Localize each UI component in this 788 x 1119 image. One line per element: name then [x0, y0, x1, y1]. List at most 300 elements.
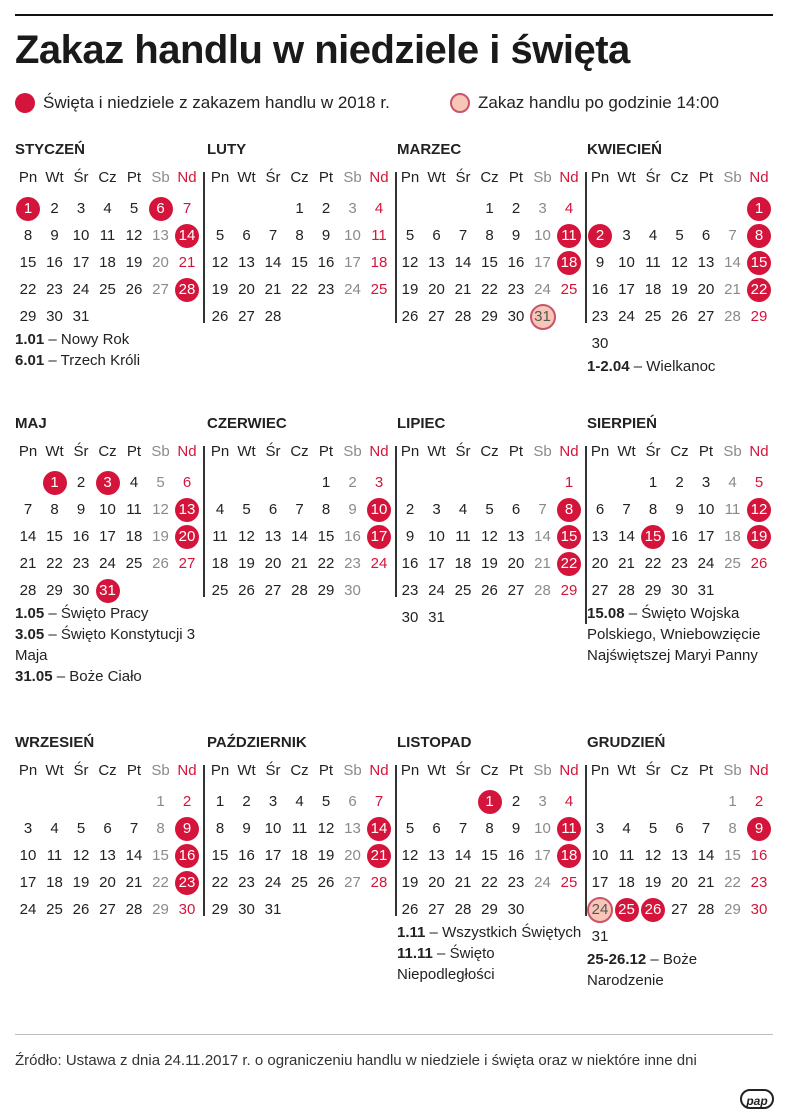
day: 14 — [697, 847, 715, 864]
day: 21 — [291, 555, 308, 572]
weekday-header — [15, 759, 205, 783]
day: 24 — [618, 308, 635, 325]
weekday-label: Wt — [45, 443, 64, 460]
holiday-date: 3.05 — [15, 626, 45, 643]
holiday-date: 1.05 — [15, 605, 45, 622]
day: 14 — [264, 254, 282, 271]
day: 6 — [268, 501, 278, 518]
day: 24 — [344, 281, 361, 298]
weekday-header — [397, 440, 587, 464]
holiday-name: Święto Konstytucji 3 Maja — [15, 626, 196, 664]
day: 8 — [50, 501, 59, 518]
day: 16 — [238, 847, 255, 864]
day: 5 — [675, 227, 684, 244]
day: 15 — [317, 528, 335, 545]
month-block — [397, 140, 587, 325]
day: 6 — [595, 501, 605, 518]
day: 6 — [701, 227, 711, 244]
day: 27 — [591, 582, 609, 599]
day: 24 — [264, 874, 282, 891]
day: 20 — [507, 555, 525, 572]
day: 16 — [507, 254, 525, 271]
day-full-ban: 15 — [747, 251, 771, 275]
day: 27 — [428, 901, 445, 918]
month-block — [397, 733, 587, 918]
weekday-label: Wt — [617, 762, 636, 779]
month-name: LUTY — [207, 141, 247, 158]
holiday-item — [15, 350, 205, 371]
day: 25 — [560, 281, 578, 298]
day: 28 — [697, 901, 715, 918]
partial-ban-dot-icon — [450, 93, 470, 113]
day: 23 — [507, 874, 525, 891]
month-name: GRUDZIEŃ — [587, 734, 666, 751]
holiday-list — [587, 603, 777, 666]
day: 3 — [538, 200, 547, 217]
day: 21 — [534, 555, 551, 572]
day: 20 — [591, 555, 609, 572]
day: 3 — [23, 820, 33, 837]
month-name: CZERWIEC — [207, 415, 287, 432]
day: 4 — [103, 200, 112, 217]
day: 12 — [401, 847, 419, 864]
day-full-ban: 11 — [557, 817, 581, 841]
weekday-header — [587, 166, 777, 190]
day: 4 — [50, 820, 59, 837]
day: 14 — [454, 254, 472, 271]
day: 17 — [534, 847, 551, 864]
day: 11 — [618, 847, 635, 864]
weekday-label: Cz — [670, 443, 689, 460]
day: 1 — [156, 793, 165, 810]
weekday-label: Nd — [559, 443, 579, 460]
day: 29 — [481, 308, 498, 325]
day: 2 — [511, 200, 521, 217]
weekday-label: Pn — [400, 443, 420, 460]
weekday-label: Sb — [723, 762, 742, 779]
day: 1 — [728, 793, 737, 810]
weekday-header — [587, 440, 777, 464]
day: 20 — [344, 847, 361, 864]
day: 10 — [428, 528, 445, 545]
day: 23 — [507, 281, 525, 298]
weekday-label: Sb — [723, 169, 742, 186]
day-full-ban: 18 — [557, 844, 581, 868]
day: 29 — [19, 308, 37, 325]
day: 25 — [291, 874, 308, 891]
day: 30 — [401, 609, 419, 626]
day: 7 — [23, 501, 33, 518]
day: 16 — [46, 254, 63, 271]
day: 3 — [701, 474, 711, 491]
day-full-ban: 16 — [175, 844, 199, 868]
day: 16 — [671, 528, 688, 545]
day: 19 — [152, 528, 169, 545]
day: 20 — [697, 281, 715, 298]
day: 13 — [428, 847, 445, 864]
day-full-ban: 9 — [747, 817, 771, 841]
day: 3 — [76, 200, 86, 217]
day: 22 — [317, 555, 335, 572]
month-name: MARZEC — [397, 141, 462, 158]
day-full-ban: 20 — [175, 525, 199, 549]
day: 7 — [268, 227, 278, 244]
month-name: PAŹDZIERNIK — [207, 734, 307, 751]
day: 8 — [321, 501, 331, 518]
day-full-ban: 26 — [641, 898, 665, 922]
month-block — [207, 733, 397, 918]
holiday-name: Boże Narodzenie — [587, 951, 698, 989]
day: 7 — [458, 820, 468, 837]
day: 7 — [728, 227, 737, 244]
holiday-name: Święto Pracy — [60, 605, 149, 622]
day: 25 — [454, 582, 472, 599]
day: 21 — [454, 281, 472, 298]
day: 10 — [534, 227, 551, 244]
day: 19 — [211, 281, 229, 298]
weekday-header — [15, 440, 205, 464]
day-full-ban: 14 — [175, 224, 199, 248]
day: 13 — [152, 227, 169, 244]
day-full-ban: 14 — [367, 817, 391, 841]
day-full-ban: 22 — [747, 278, 771, 302]
holiday-date: 1-2.04 — [587, 358, 630, 375]
day: 19 — [481, 555, 498, 572]
day: 11 — [455, 528, 471, 545]
day: 23 — [591, 308, 609, 325]
day: 31 — [428, 609, 445, 626]
weekday-label: Pt — [126, 169, 142, 186]
weekday-label: Cz — [480, 443, 499, 460]
day: 1 — [648, 474, 658, 491]
day: 16 — [72, 528, 90, 545]
day: 24 — [534, 874, 551, 891]
day: 13 — [264, 528, 282, 545]
day: 9 — [348, 501, 357, 518]
weekday-label: Nd — [559, 169, 579, 186]
day: 8 — [156, 820, 165, 837]
day: 19 — [238, 555, 255, 572]
day: 5 — [156, 474, 165, 491]
holiday-name: Nowy Rok — [60, 331, 130, 348]
day: 15 — [291, 254, 308, 271]
day: 7 — [295, 501, 304, 518]
day: 22 — [481, 874, 498, 891]
day: 26 — [125, 281, 143, 298]
day: 3 — [348, 200, 357, 217]
weekday-label: Wt — [237, 762, 256, 779]
day: 30 — [507, 308, 525, 325]
weekday-label: Cz — [670, 762, 689, 779]
day: 27 — [344, 874, 361, 891]
day-full-ban: 22 — [557, 552, 581, 576]
day: 8 — [215, 820, 225, 837]
legend-full-label: Święta i niedziele z zakazem handlu w 2018 r. — [43, 93, 390, 112]
day: 29 — [317, 582, 335, 599]
day: 10 — [99, 501, 116, 518]
footer-rule — [15, 1034, 773, 1035]
day: 18 — [370, 254, 388, 271]
weekday-label: Nd — [177, 169, 197, 186]
weekday-label: Pn — [18, 443, 38, 460]
day: 6 — [432, 227, 441, 244]
day-full-ban: 25 — [615, 898, 639, 922]
day: 4 — [728, 474, 737, 491]
day: 26 — [481, 582, 498, 599]
day: 25 — [560, 874, 578, 891]
day: 13 — [671, 847, 688, 864]
day: 31 — [697, 582, 715, 599]
weekday-label: Pn — [210, 169, 230, 186]
day: 23 — [317, 281, 335, 298]
day: 13 — [697, 254, 715, 271]
holiday-item — [587, 356, 777, 377]
day: 30 — [750, 901, 768, 918]
holiday-date: 15.08 — [587, 605, 625, 622]
holiday-name: Święto Niepodległości — [397, 945, 495, 983]
day: 18 — [724, 528, 741, 545]
month-block — [207, 414, 397, 599]
holiday-dash: – — [646, 951, 663, 968]
month-block — [207, 140, 397, 325]
day: 23 — [671, 555, 688, 572]
weekday-label: Śr — [265, 762, 281, 779]
day: 5 — [242, 501, 251, 518]
day: 8 — [295, 227, 304, 244]
day: 26 — [401, 308, 419, 325]
day: 19 — [671, 281, 688, 298]
day: 6 — [103, 820, 112, 837]
weekday-label: Sb — [151, 762, 170, 779]
day: 7 — [622, 501, 631, 518]
day: 18 — [618, 874, 635, 891]
day: 27 — [671, 901, 688, 918]
day-full-ban: 1 — [43, 471, 67, 495]
day: 5 — [321, 793, 331, 810]
day: 14 — [125, 847, 143, 864]
month-block — [15, 733, 205, 918]
weekday-label: Cz — [290, 169, 309, 186]
day: 10 — [72, 227, 90, 244]
day-partial-ban: 31 — [530, 304, 556, 330]
holiday-name: Święto Wojska Polskiego, Wniebowzięcie Najświętszej Maryi Panny — [587, 605, 761, 664]
day: 11 — [212, 528, 228, 545]
weekday-label: Wt — [237, 169, 256, 186]
day-full-ban: 9 — [175, 817, 199, 841]
weekday-label: Nd — [749, 443, 769, 460]
day: 2 — [405, 501, 415, 518]
weekday-label: Sb — [723, 443, 742, 460]
day: 7 — [701, 820, 711, 837]
day: 4 — [374, 200, 384, 217]
month-name: MAJ — [15, 415, 47, 432]
day: 20 — [671, 874, 688, 891]
day: 10 — [618, 254, 635, 271]
day: 22 — [152, 874, 169, 891]
weekday-label: Śr — [73, 762, 89, 779]
day: 21 — [618, 555, 635, 572]
day: 25 — [211, 582, 229, 599]
month-block — [397, 414, 587, 626]
holiday-item — [587, 949, 777, 991]
weekday-label: Nd — [369, 443, 389, 460]
day: 4 — [295, 793, 304, 810]
day: 23 — [46, 281, 63, 298]
column-divider — [203, 446, 205, 597]
day: 24 — [19, 901, 37, 918]
holiday-list — [15, 329, 205, 371]
day: 4 — [622, 820, 631, 837]
day: 9 — [511, 820, 521, 837]
day: 28 — [454, 901, 472, 918]
holiday-dash: – — [44, 605, 61, 622]
day: 1 — [485, 200, 494, 217]
day: 30 — [671, 582, 688, 599]
day: 12 — [317, 820, 335, 837]
weekday-label: Wt — [45, 169, 64, 186]
day: 27 — [697, 308, 715, 325]
day: 22 — [291, 281, 308, 298]
day-full-ban: 10 — [367, 498, 391, 522]
day: 9 — [242, 820, 251, 837]
day: 22 — [644, 555, 662, 572]
weekday-label: Pn — [18, 762, 38, 779]
day: 9 — [321, 227, 331, 244]
holiday-item — [397, 943, 587, 985]
day: 29 — [560, 582, 578, 599]
day: 29 — [46, 582, 63, 599]
day: 21 — [724, 281, 741, 298]
column-divider — [203, 765, 205, 916]
day: 13 — [507, 528, 525, 545]
day: 3 — [432, 501, 441, 518]
day: 5 — [129, 200, 139, 217]
day: 30 — [72, 582, 90, 599]
weekday-label: Sb — [343, 169, 362, 186]
weekday-label: Śr — [645, 443, 661, 460]
day-full-ban: 28 — [175, 278, 199, 302]
day: 5 — [485, 501, 494, 518]
day: 2 — [754, 793, 764, 810]
weekday-label: Śr — [645, 762, 661, 779]
day: 15 — [19, 254, 37, 271]
day: 19 — [72, 874, 90, 891]
day: 18 — [211, 555, 229, 572]
day: 17 — [344, 254, 361, 271]
day: 10 — [344, 227, 361, 244]
day: 4 — [129, 474, 139, 491]
day: 26 — [317, 874, 335, 891]
day: 11 — [291, 820, 308, 837]
day: 14 — [291, 528, 308, 545]
day: 15 — [46, 528, 63, 545]
weekday-label: Cz — [670, 169, 689, 186]
day: 22 — [19, 281, 37, 298]
day: 28 — [370, 874, 388, 891]
day-full-ban: 18 — [557, 251, 581, 275]
day: 20 — [428, 281, 445, 298]
day: 14 — [724, 254, 741, 271]
day: 5 — [405, 227, 415, 244]
day: 17 — [19, 874, 37, 891]
day: 28 — [454, 308, 472, 325]
month-block — [15, 414, 205, 599]
weekday-label: Pn — [210, 443, 230, 460]
day: 25 — [125, 555, 143, 572]
day-full-ban: 2 — [588, 224, 612, 248]
day: 22 — [481, 281, 498, 298]
day: 21 — [178, 254, 196, 271]
weekday-label: Cz — [480, 169, 499, 186]
weekday-label: Pt — [318, 169, 334, 186]
day: 8 — [485, 820, 494, 837]
day: 8 — [485, 227, 494, 244]
weekday-label: Wt — [237, 443, 256, 460]
legend-partial-label: Zakaz handlu po godzinie 14:00 — [478, 93, 720, 112]
weekday-label: Nd — [369, 762, 389, 779]
holiday-name: Boże Ciało — [69, 668, 142, 685]
day: 3 — [595, 820, 605, 837]
day: 31 — [591, 928, 609, 945]
holiday-dash: – — [44, 626, 61, 643]
day: 29 — [481, 901, 498, 918]
holiday-item — [587, 603, 777, 666]
day-full-ban: 21 — [367, 844, 391, 868]
day-full-ban: 19 — [747, 525, 771, 549]
day: 29 — [750, 308, 768, 325]
day: 24 — [534, 281, 551, 298]
day: 8 — [23, 227, 33, 244]
day: 14 — [534, 528, 551, 545]
holiday-name: Trzech Króli — [60, 352, 141, 369]
day: 21 — [697, 874, 715, 891]
day: 4 — [458, 501, 468, 518]
day: 18 — [454, 555, 472, 572]
top-rule — [15, 14, 773, 16]
day: 16 — [344, 528, 361, 545]
weekday-label: Cz — [290, 762, 309, 779]
day-full-ban: 31 — [96, 579, 120, 603]
month-block — [15, 140, 205, 325]
weekday-label: Pt — [508, 169, 524, 186]
weekday-header — [207, 440, 397, 464]
weekday-label: Nd — [177, 762, 197, 779]
day: 19 — [401, 874, 419, 891]
day: 24 — [697, 555, 715, 572]
day-partial-ban: 24 — [587, 897, 613, 923]
day: 23 — [238, 874, 255, 891]
day: 18 — [644, 281, 662, 298]
day: 3 — [622, 227, 631, 244]
day: 19 — [125, 254, 143, 271]
day: 23 — [401, 582, 419, 599]
day: 29 — [152, 901, 169, 918]
day: 15 — [481, 254, 498, 271]
holiday-name: Wielkanoc — [646, 358, 716, 375]
day: 15 — [724, 847, 741, 864]
day: 20 — [238, 281, 255, 298]
weekday-label: Cz — [98, 443, 117, 460]
day: 9 — [76, 501, 86, 518]
day: 17 — [428, 555, 445, 572]
weekday-label: Pt — [126, 443, 142, 460]
day: 26 — [152, 555, 169, 572]
day: 24 — [72, 281, 90, 298]
weekday-header — [397, 759, 587, 783]
day-full-ban: 15 — [557, 525, 581, 549]
weekday-label: Sb — [151, 443, 170, 460]
weekday-header — [587, 759, 777, 783]
